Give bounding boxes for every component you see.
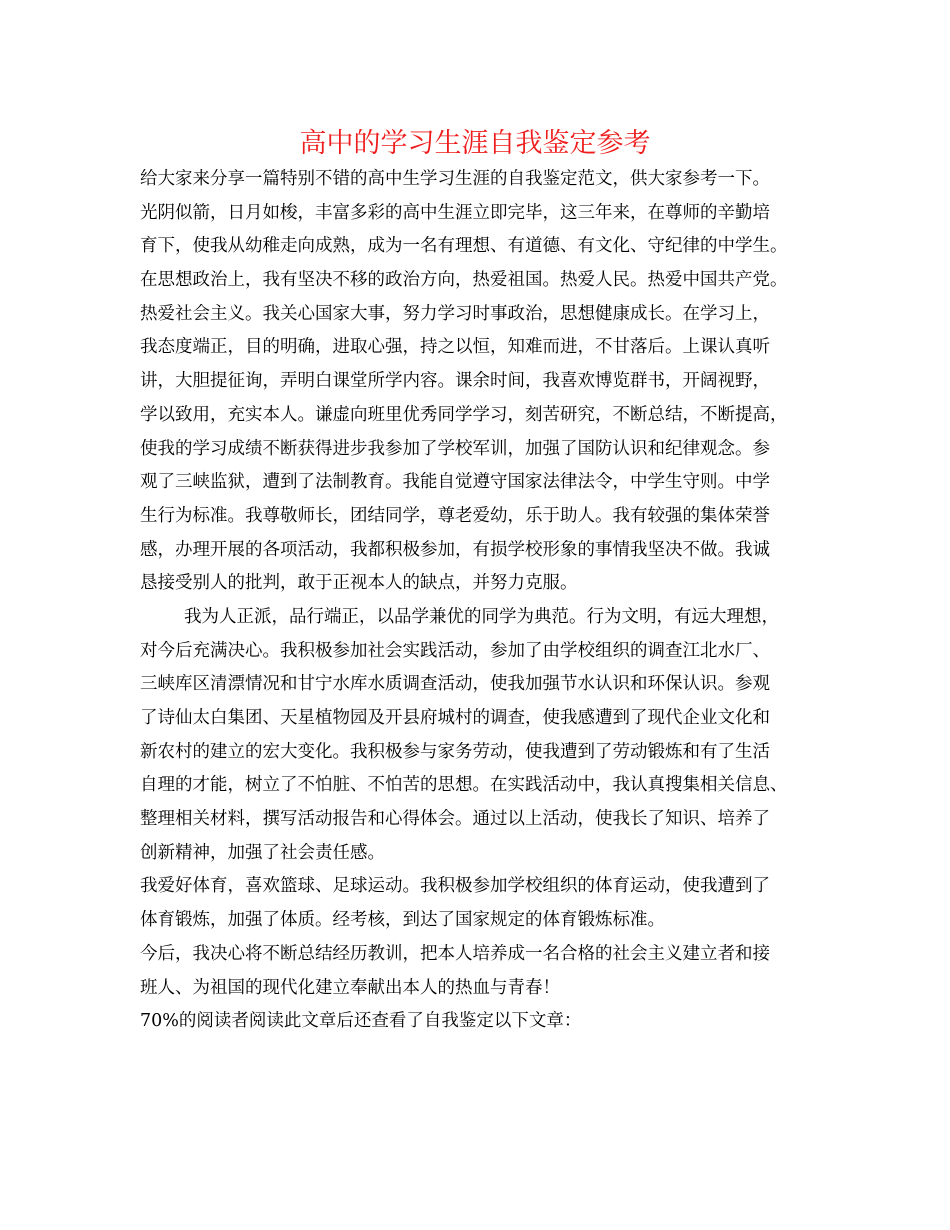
text-line: 自理的才能，树立了不怕脏、不怕苦的思想。在实践活动中，我认真搜集相关信息、 bbox=[140, 775, 788, 796]
document-body bbox=[140, 163, 840, 1039]
text-line: 观了三峡监狱，遭到了法制教育。我能自觉遵守国家法律法令，中学生守则。中学 bbox=[140, 472, 770, 493]
text-line: 感，办理开展的各项活动，我都积极参加，有损学校形象的事情我坚决不做。我诚 bbox=[140, 539, 770, 560]
document-title: 高中的学习生涯自我鉴定参考 bbox=[299, 128, 651, 159]
text-line: 我态度端正，目的明确，进取心强，持之以恒，知难而进，不甘落后。上课认真听 bbox=[140, 337, 770, 358]
text-line: 体育锻炼，加强了体质。经考核，到达了国家规定的体育锻炼标准。 bbox=[140, 910, 665, 931]
text-line: 育下，使我从幼稚走向成熟，成为一名有理想、有道德、有文化、守纪律的中学生。 bbox=[140, 236, 788, 257]
text-line: 三峡库区清漂情况和甘宁水库水质调查活动，使我加强节水认识和环保认识。参观 bbox=[140, 674, 770, 695]
text-line: 讲，大胆提征询，弄明白课堂所学内容。课余时间，我喜欢博览群书，开阔视野， bbox=[140, 371, 770, 392]
text-line: 了诗仙太白集团、天星植物园及开县府城村的调查，使我感遭到了现代企业文化和 bbox=[140, 708, 770, 728]
text-line: 我爱好体育，喜欢篮球、足球运动。我积极参加学校组织的体育运动，使我遭到了 bbox=[140, 876, 770, 897]
text-line: 70%的阅读者阅读此文章后还查看了自我鉴定以下文章： bbox=[140, 1011, 582, 1032]
text-line: 在思想政治上，我有坚决不移的政治方向，热爱祖国。热爱人民。热爱中国共产党。 bbox=[140, 270, 788, 291]
text-line: 给大家来分享一篇特别不错的高中生学习生涯的自我鉴定范文，供大家参考一下。 bbox=[140, 169, 770, 189]
text-line: 班人、为祖国的现代化建立奉献出本人的热血与青春！ bbox=[140, 977, 560, 998]
text-line: 今后，我决心将不断总结经历教训，把本人培养成一名合格的社会主义建立者和接 bbox=[140, 943, 770, 964]
text-line: 学以致用，充实本人。谦虚向班里优秀同学学习，刻苦研究，不断总结，不断提高， bbox=[140, 404, 788, 425]
text-line: 生行为标准。我尊敬师长，团结同学，尊老爱幼，乐于助人。我有较强的集体荣誉 bbox=[140, 505, 770, 526]
text-line: 新农村的建立的宏大变化。我积极参与家务劳动，使我遭到了劳动锻炼和有了生活 bbox=[140, 741, 770, 762]
text-line: 整理相关材料，撰写活动报告和心得体会。通过以上活动，使我长了知识、培养了 bbox=[140, 809, 770, 830]
text-line: 创新精神，加强了社会责任感。 bbox=[140, 842, 385, 863]
text-line: 使我的学习成绩不断获得进步我参加了学校军训，加强了国防认识和纪律观念。参 bbox=[140, 438, 770, 459]
text-line: 热爱社会主义。我关心国家大事，努力学习时事政治，思想健康成长。在学习上， bbox=[140, 303, 770, 324]
text-line: 恳接受别人的批判，敢于正视本人的缺点，并努力克服。 bbox=[140, 573, 578, 594]
text-line: 对今后充满决心。我积极参加社会实践活动，参加了由学校组织的调查江北水厂、 bbox=[140, 640, 770, 661]
text-line: 我为人正派，品行端正，以品学兼优的同学为典范。行为文明，有远大理想， bbox=[184, 606, 779, 627]
text-line: 光阴似箭，日月如梭，丰富多彩的高中生涯立即完毕，这三年来，在尊师的辛勤培 bbox=[140, 202, 770, 223]
